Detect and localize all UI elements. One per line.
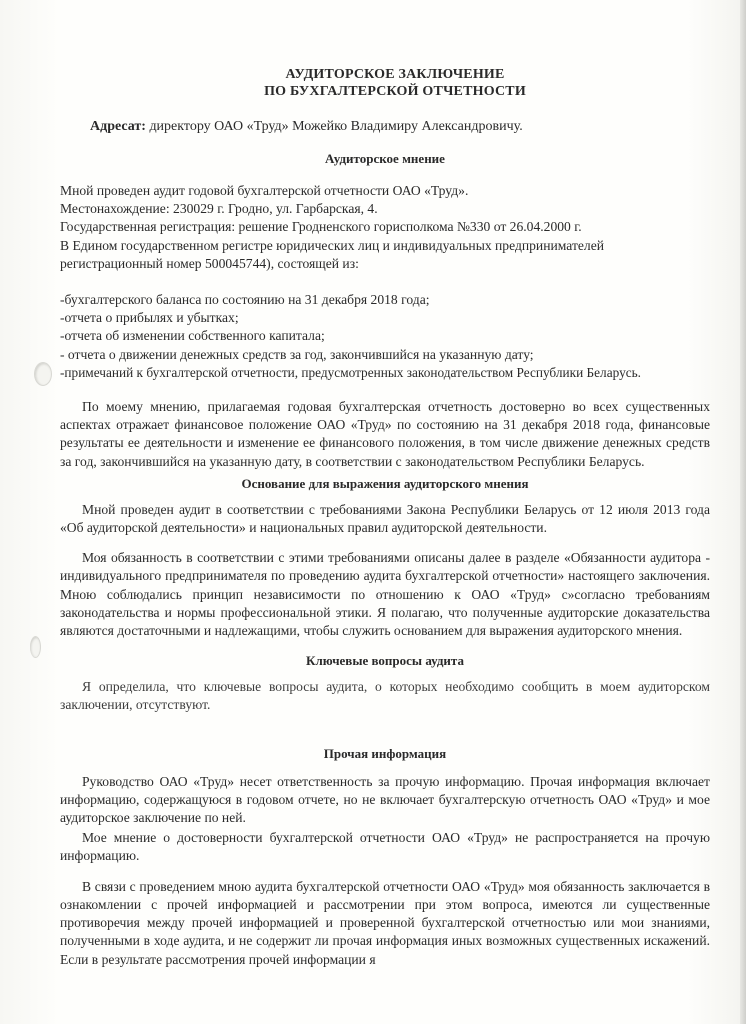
heading-other-info: Прочая информация	[323, 745, 447, 761]
key-matters-paragraph: Я определила, что ключевые вопросы аудита, о которых необходимо сообщить в моем аудиторском заключении, отсутствуют.	[60, 679, 710, 713]
addressee-label: Адресат:	[90, 119, 146, 134]
list-item: -отчета об изменении собственного капитала;	[60, 328, 325, 344]
intro-line: регистрационный номер 500045744), состоящей из:	[60, 255, 359, 271]
list-item: -примечаний к бухгалтерской отчетности, предусмотренных законодательством Республики Беларусь.	[60, 364, 642, 380]
title-line-2: ПО БУХГАЛТЕРСКОЙ ОТЧЕТНОСТИ	[264, 84, 526, 99]
page-edge-shadow	[740, 0, 746, 1024]
basis-paragraph-1: Мной проведен аудит в соответствии с требованиями Закона Республики Беларусь от 12 июля 2013 года «Об аудиторской деятельности» и национальных правил аудиторской деятельности.	[60, 501, 710, 536]
heading-basis: Основание для выражения аудиторского мнения	[241, 475, 529, 491]
intro-line: Местонахождение: 230029 г. Гродно, ул. Гарбарская, 4.	[60, 201, 378, 217]
addressee-line	[90, 118, 710, 136]
heading-opinion: Аудиторское мнение	[325, 151, 445, 166]
intro-line: Мной проведен аудит годовой бухгалтерской отчетности ОАО «Труд».	[60, 183, 469, 198]
punch-hole-mark-2	[30, 636, 41, 658]
document-title	[60, 66, 710, 100]
report-components-list	[60, 291, 710, 382]
punch-hole-mark	[34, 362, 52, 386]
opinion-intro	[60, 182, 710, 273]
title-line-1: АУДИТОРСКОЕ ЗАКЛЮЧЕНИЕ	[285, 67, 505, 82]
intro-line: Государственная регистрация: решение Гродненского горисполкома №330 от 26.04.2000 г.	[60, 219, 582, 235]
document-body	[60, 66, 710, 969]
list-item: -бухгалтерского баланса по состоянию на 31 декабря 2018 года;	[60, 292, 430, 308]
other-info-paragraph-3: В связи с проведением мною аудита бухгалтерской отчетности ОАО «Труд» моя обязанность заключается в ознакомлении с прочей информацией и рассмотрении при этом вопроса, имеются ли существенные противоречия между прочей информацией и проверенной бухгалтерской отчетностью или мои знаниями, полученными в ходе аудита, и не содержит ли прочая информация иных возможных существенных искажений. Если в результате рассмотрения прочей информации я	[60, 878, 710, 967]
list-item: -отчета о прибылях и убытках;	[60, 310, 239, 326]
list-item: - отчета о движении денежных средств за год, закончившийся на указанную дату;	[60, 346, 534, 362]
addressee-text: директору ОАО «Труд» Можейко Владимиру Александровичу.	[145, 119, 523, 134]
intro-line: В Едином государственном регистре юридических лиц и индивидуальных предпринимателей	[60, 237, 605, 253]
opinion-paragraph: По моему мнению, прилагаемая годовая бухгалтерская отчетность достоверно во всех существенных аспектах отражает финансовое положение ОАО «Труд» по состоянию на 31 декабря 2018 года, финансовые результаты ее деятельности и изменение ее финансового положения, в том числе движение денежных средств за год, закончившийся на указанную дату, в соответствии с законодательством Республики Беларусь.	[60, 399, 710, 469]
heading-key-matters: Ключевые вопросы аудита	[306, 653, 464, 669]
basis-paragraph-2: Моя обязанность в соответствии с этими требованиями описаны далее в разделе «Обязанности аудитора - индивидуального предпринимателя по проведению аудита бухгалтерской отчетности» настоящего заключения. Мною соблюдались принцип независимости по отношению к ОАО «Труд» с»согласно требованиям законодательства и нормы профессиональной этики. Я полагаю, что полученные аудиторские доказательства являются достаточными и надлежащими, чтобы служить основанием для выражения аудиторского мнения.	[60, 550, 710, 639]
other-info-paragraph-2: Мое мнение о достоверности бухгалтерской отчетности ОАО «Труд» не распространяется на прочую информацию.	[60, 830, 710, 864]
other-info-paragraph-1: Руководство ОАО «Труд» несет ответственность за прочую информацию. Прочая информация включает информацию, содержащуюся в годовом отчете, но не включает бухгалтерскую отчетность ОАО «Труд» и мое аудиторское заключение по ней.	[60, 773, 710, 826]
